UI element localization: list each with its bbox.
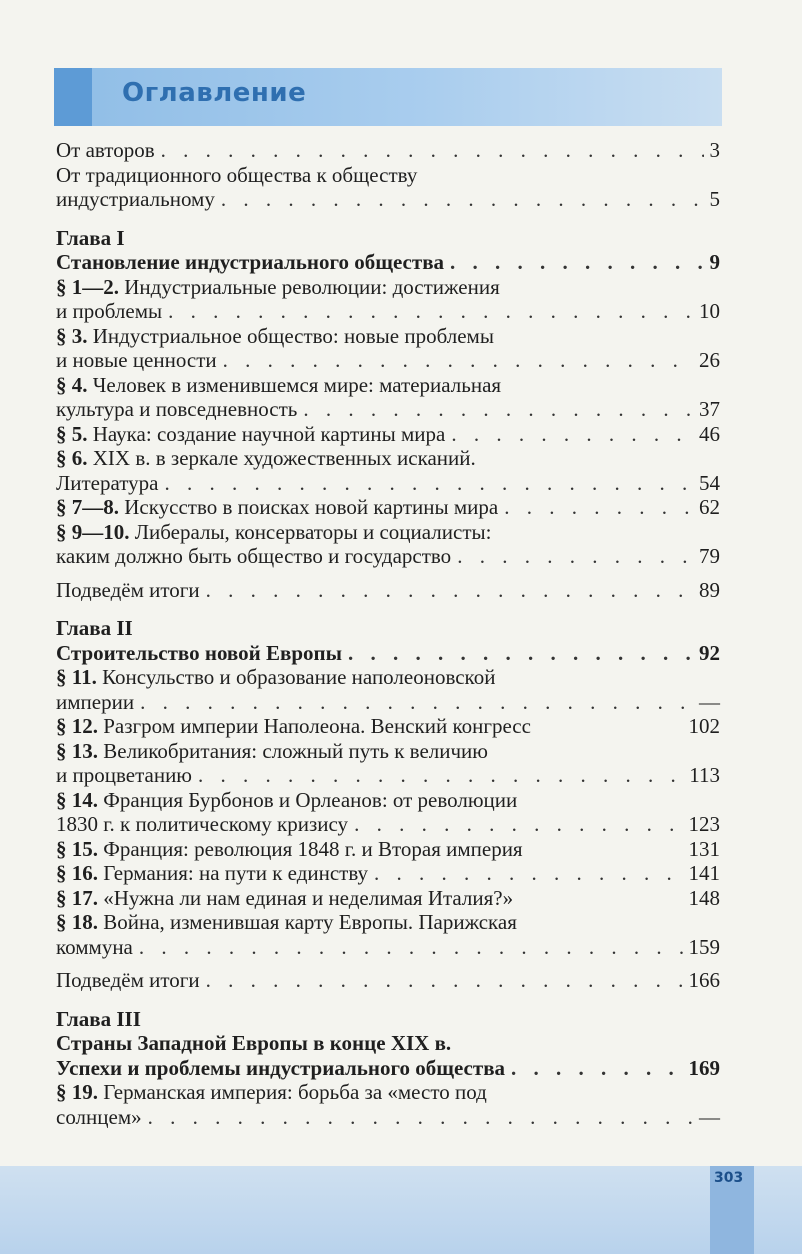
page-ref: 46: [699, 421, 720, 446]
toc-entry-text-part: Искусство в поисках новой картины мира: [124, 495, 499, 519]
toc-entry-text-part: Германская империя: борьба за «место под: [103, 1080, 487, 1104]
toc-entry-text-part: XIX в. в зеркале художественных исканий.: [92, 446, 476, 470]
page-ref: 148: [688, 885, 720, 910]
toc-entry-line: [56, 1105, 720, 1130]
toc-entry-line: [56, 275, 720, 300]
section-number: § 18.: [56, 910, 98, 934]
summary-entry: [56, 578, 720, 603]
toc-entry-line: [56, 714, 720, 739]
toc-entry-line: [56, 520, 720, 545]
chapter-heading: [56, 641, 720, 666]
page-ref: 131: [688, 836, 720, 861]
dot-leader: [348, 641, 693, 666]
toc-entry-line: [56, 348, 720, 373]
toc-entry-line: [56, 495, 720, 520]
toc-entry-line: [56, 837, 720, 862]
spacer: [56, 993, 720, 1007]
toc-entry-text-part: Наука: создание научной картины мира: [92, 421, 446, 446]
toc-entry-text-part: солнцем»: [56, 1104, 142, 1129]
toc-entry: [56, 163, 720, 212]
page-ref: 102: [688, 714, 720, 738]
toc-entry-text: [56, 163, 417, 188]
section-entry: [56, 373, 720, 422]
toc-entry-text-part: Литература: [56, 470, 159, 495]
section-number: § 15.: [56, 836, 98, 861]
toc-entry-text: [56, 520, 491, 545]
spacer: [56, 212, 720, 226]
section-entry: [56, 495, 720, 520]
toc-entry-text: [56, 544, 451, 569]
dot-leader: [139, 935, 683, 960]
chapter-label: Глава I: [56, 225, 125, 250]
toc-entry-text: [56, 1080, 487, 1105]
page-title: Оглавление: [122, 78, 307, 108]
toc-entry-line: [56, 544, 720, 569]
toc-entry-line: [56, 187, 720, 212]
section-number: § 7—8.: [56, 495, 119, 519]
section-entry: [56, 422, 720, 447]
spacer: [56, 602, 720, 616]
toc-entry-text: [56, 763, 192, 788]
chapter-title: Успехи и проблемы индустриального общества: [56, 1055, 506, 1080]
toc-entry-line: [56, 665, 720, 690]
toc-entry-text-part: 1830 г. к политическому кризису: [56, 812, 349, 836]
toc-entry-line: [56, 163, 720, 188]
toc-entry-text: [56, 837, 523, 862]
dot-leader: [198, 763, 683, 788]
toc-entry-text: [56, 187, 215, 212]
toc-entry-line: [56, 763, 720, 788]
toc-entry-text-part: От авторов: [56, 138, 155, 162]
toc-entry-text-part: индустриальному: [56, 187, 215, 211]
chapter-title: Страны Западной Европы в конце XIX в.: [56, 1031, 452, 1055]
toc-entry-text-part: Индустриальные революции: достижения: [124, 274, 500, 299]
dot-leader: [148, 1105, 693, 1130]
toc-entry-text-part: Франция Бурбонов и Орлеанов: от революции: [103, 787, 518, 812]
page-ref: 79: [699, 544, 720, 568]
dot-leader: [140, 690, 693, 715]
toc-entry-line: [56, 861, 720, 886]
section-number: § 11.: [56, 665, 97, 689]
section-entry: [56, 788, 720, 837]
toc-entry-text-part: культура и повседневность: [56, 397, 298, 421]
chapter-label: Глава II: [56, 616, 133, 640]
section-entry: [56, 861, 720, 886]
dot-leader: [450, 250, 703, 275]
toc-entry-line: [56, 422, 720, 447]
toc-entry-line: [56, 886, 720, 911]
section-entry: [56, 665, 720, 714]
summary-text: Подведём итоги: [56, 577, 200, 602]
dot-leader: [161, 138, 704, 163]
toc-entry-text: [56, 690, 134, 715]
chapter-title: Строительство новой Европы: [56, 640, 342, 665]
section-number: § 4.: [56, 372, 88, 397]
page-number: 303: [714, 1170, 744, 1186]
spacer: [56, 569, 720, 578]
toc-entry-line: [56, 812, 720, 837]
toc-entry-text-part: От традиционного общества к обществу: [56, 162, 418, 187]
section-number: § 9—10.: [56, 519, 130, 544]
section-entry: [56, 714, 720, 739]
toc-entry-text-part: Германия: на пути к единству: [103, 861, 369, 885]
section-number: § 12.: [56, 714, 98, 738]
page-ref: 123: [688, 812, 720, 836]
toc-entry-text: [56, 739, 488, 764]
toc-entry-line: [56, 910, 720, 935]
spacer: [56, 959, 720, 968]
summary-text: Подведём итоги: [56, 968, 200, 992]
toc-entry-text: [56, 935, 133, 960]
toc-entry-text: [56, 324, 494, 349]
toc-entry-text-part: каким должно быть общество и государство: [56, 544, 452, 568]
chapter-title: Становление индустриального общества: [56, 250, 445, 274]
dot-leader: [504, 495, 693, 520]
dot-leader: [374, 861, 682, 886]
toc-entry-text: [56, 422, 445, 447]
page-ref: 54: [699, 470, 720, 495]
page-ref: 169: [688, 1055, 720, 1080]
toc-entry-text-part: Франция: революция 1848 г. и Вторая империя: [103, 836, 523, 861]
toc-entry-line: [56, 788, 720, 813]
toc-entry-text-part: империи: [56, 689, 135, 714]
toc-entry-text-part: Консульство и образование наполеоновской: [102, 665, 496, 689]
section-entry: [56, 837, 720, 862]
section-entry: [56, 739, 720, 788]
section-entry: [56, 1080, 720, 1129]
toc-entry-text-part: коммуна: [56, 934, 133, 959]
summary-entry: [56, 968, 720, 993]
page-ref: —: [699, 689, 720, 714]
section-entry: [56, 275, 720, 324]
toc-entry-line: [56, 299, 720, 324]
toc-entry-line: [56, 690, 720, 715]
toc-entry-text: [56, 495, 498, 520]
toc-entry-line: [56, 935, 720, 960]
toc-entry-text: [56, 665, 495, 690]
section-number: § 16.: [56, 861, 98, 885]
toc-entry: [56, 138, 720, 163]
toc-entry-line: [56, 471, 720, 496]
toc-entry-line: [56, 1080, 720, 1105]
toc-entry-line: [56, 739, 720, 764]
dot-leader: [354, 812, 682, 837]
toc-entry-line: [56, 397, 720, 422]
toc-entry-text: [56, 861, 368, 886]
toc-entry-text: [56, 471, 158, 496]
toc-entry-text: [56, 373, 501, 398]
header-accent: [54, 68, 92, 126]
page-ref: 3: [709, 138, 720, 162]
page-ref: 141: [688, 861, 720, 885]
toc-entry-text-part: Великобритания: сложный путь к величию: [103, 738, 488, 763]
toc-entry-text: [56, 886, 513, 911]
toc-entry-text-part: и новые ценности: [56, 348, 217, 372]
toc-entry-text-part: Человек в изменившемся мире: материальная: [92, 372, 502, 397]
toc-entry-line: [56, 324, 720, 349]
section-number: § 14.: [56, 787, 98, 812]
page-ref: 89: [699, 577, 720, 602]
section-entry: [56, 324, 720, 373]
dot-leader: [206, 578, 693, 603]
table-of-contents: [56, 138, 720, 1129]
page-ref: 26: [699, 348, 720, 372]
dot-leader: [303, 397, 693, 422]
page-ref: 9: [709, 250, 720, 274]
page-ref: 159: [688, 934, 720, 959]
toc-entry-text: [56, 812, 348, 837]
page-ref: 92: [699, 640, 720, 665]
section-entry: [56, 446, 720, 495]
section-number: § 13.: [56, 738, 98, 763]
dot-leader: [223, 348, 693, 373]
toc-entry-text: [56, 446, 476, 471]
toc-entry-text: [56, 397, 297, 422]
dot-leader: [221, 187, 704, 212]
section-entry: [56, 910, 720, 959]
toc-entry-text: [56, 788, 517, 813]
toc-entry-text-part: «Нужна ли нам единая и неделимая Италия?»: [103, 885, 514, 910]
section-number: § 6.: [56, 446, 88, 470]
dot-leader: [168, 299, 693, 324]
toc-entry-text-part: Индустриальное общество: новые проблемы: [92, 323, 494, 348]
toc-entry-text-part: Либералы, консерваторы и социалисты:: [134, 519, 492, 544]
toc-entry-text: [56, 348, 217, 373]
page-footer: [0, 1166, 802, 1254]
dot-leader: [511, 1056, 682, 1081]
toc-entry-text-part: и процветанию: [56, 763, 192, 787]
toc-entry-text: [56, 1105, 142, 1130]
page-ref: 5: [709, 187, 720, 211]
chapter-label: Глава III: [56, 1006, 141, 1031]
dot-leader: [457, 544, 693, 569]
toc-entry-text-part: и проблемы: [56, 299, 163, 323]
toc-entry-text-part: Разгром империи Наполеона. Венский конгресс: [103, 714, 531, 738]
toc-entry-line: [56, 446, 720, 471]
page-ref: 37: [699, 397, 720, 421]
page-ref: 62: [699, 495, 720, 519]
section-number: § 19.: [56, 1080, 98, 1104]
section-entry: [56, 520, 720, 569]
toc-entry-text: [56, 910, 517, 935]
dot-leader: [451, 422, 693, 447]
toc-entry-text-part: Война, изменившая карту Европы. Парижская: [103, 910, 517, 934]
toc-entry-text: [56, 714, 531, 739]
chapter-heading: [56, 1056, 720, 1081]
toc-entry-text: [56, 275, 500, 300]
page-ref: 166: [688, 968, 720, 992]
toc-entry-line: [56, 138, 720, 163]
section-number: § 1—2.: [56, 274, 119, 299]
chapter-heading: [56, 250, 720, 275]
toc-entry-line: [56, 373, 720, 398]
dot-leader: [164, 471, 693, 496]
section-number: § 3.: [56, 323, 88, 348]
section-number: § 5.: [56, 421, 88, 446]
page-ref: —: [699, 1104, 720, 1129]
toc-entry-text: [56, 299, 162, 324]
page-ref: 113: [689, 763, 720, 787]
dot-leader: [206, 968, 683, 993]
section-entry: [56, 886, 720, 911]
section-number: § 17.: [56, 885, 98, 910]
page-ref: 10: [699, 299, 720, 323]
toc-entry-text: [56, 138, 155, 163]
